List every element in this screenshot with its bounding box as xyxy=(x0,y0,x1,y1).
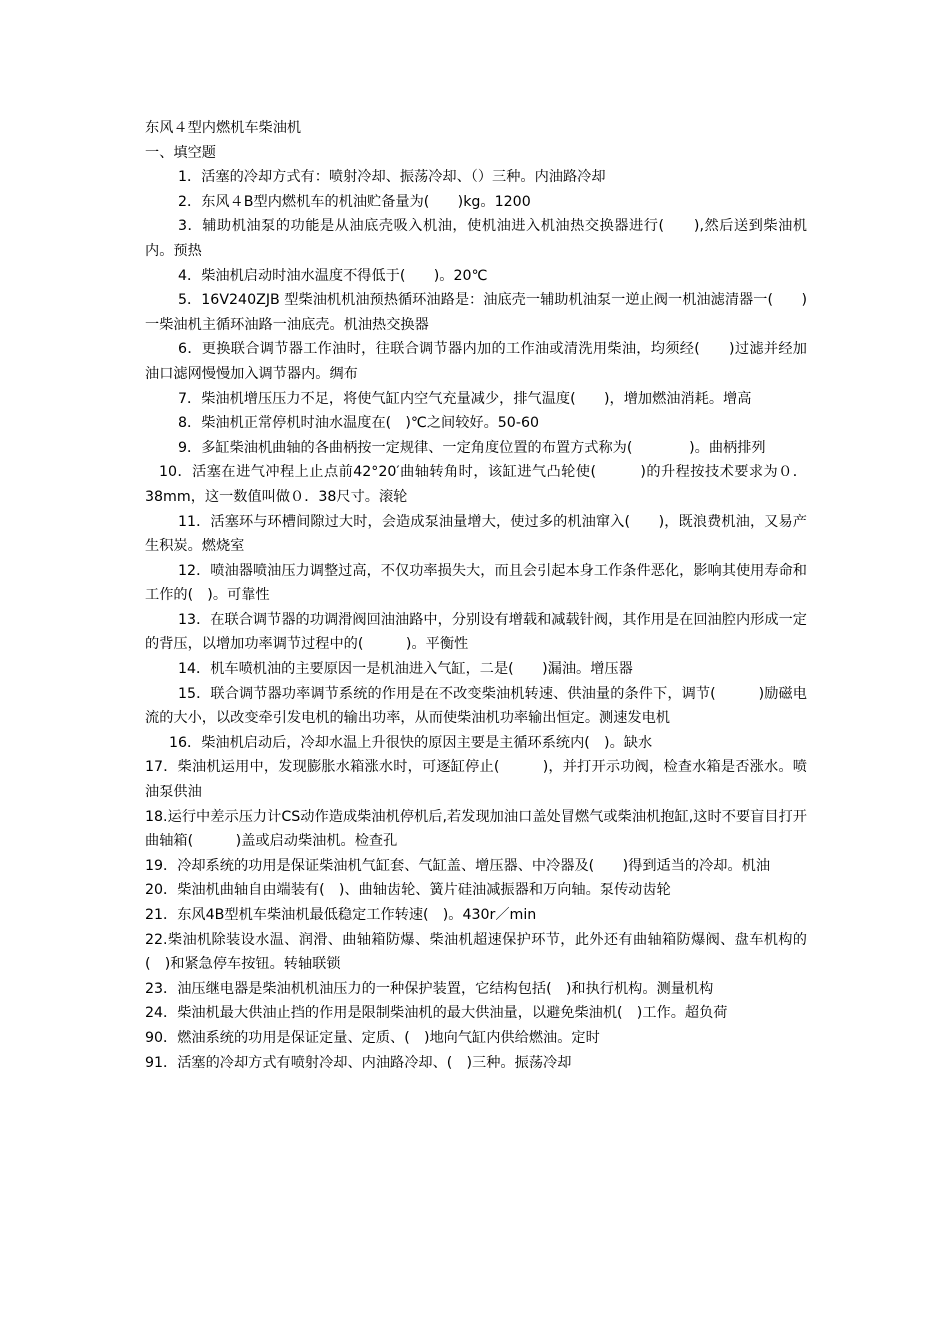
question-item: 24．柴油机最大供油止挡的作用是限制柴油机的最大供油量，以避免柴油机( )工作。超负荷 xyxy=(145,1005,728,1022)
question-item: 14．机车喷机油的主要原因一是机油进入气缸，二是( )漏油。增压器 xyxy=(178,661,633,678)
document-body xyxy=(145,116,807,1075)
question-item: 9．多缸柴油机曲轴的各曲柄按一定规律、一定角度位置的布置方式称为( )。曲柄排列 xyxy=(178,439,766,456)
question-item: 16．柴油机启动后，冷却水温上升很快的原因主要是主循环系统内( )。缺水 xyxy=(169,734,653,751)
question-item: 1．活塞的冷却方式有：喷射冷却、振荡冷却、（）三种。内油路冷却 xyxy=(178,169,606,186)
question-item: 2．东风４B型内燃机车的机油贮备量为( )kg。1200 xyxy=(178,193,531,210)
question-item: 18.运行中差示压力计CS动作造成柴油机停机后,若发现加油口盖处冒燃气或柴油机抱缸,这时不要盲目打开曲轴箱( )盖或启动柴油机。检查孔 xyxy=(145,808,807,850)
question-item: 7．柴油机增压压力不足，将使气缸内空气充量减少，排气温度( )，增加燃油消耗。增高 xyxy=(178,390,752,407)
question-item: 11．活塞环与环槽间隙过大时，会造成泵油量增大，使过多的机油窜入( )，既浪费机油，又易产生积炭。燃烧室 xyxy=(145,513,807,555)
question-item: 13．在联合调节器的功调滑阀回油油路中，分别设有增载和减载针阀，其作用是在回油腔内形成一定的背压，以增加功率调节过程中的( )。平衡性 xyxy=(145,611,807,653)
question-list xyxy=(145,165,807,1075)
question-item: 10．活塞在进气冲程上止点前42°20′曲轴转角时，该缸进气凸轮使( )的升程按技术要求为０．38mm，这一数值叫做０．38尺寸。滚轮 xyxy=(145,464,807,505)
question-item: 22.柴油机除装设水温、润滑、曲轴箱防爆、柴油机超速保护环节，此外还有曲轴箱防爆阀、盘车机构的( )和紧急停车按钮。转轴联锁 xyxy=(145,931,807,973)
question-item: 19．冷却系统的功用是保证柴油机气缸套、气缸盖、增压器、中冷器及( )得到适当的冷却。机油 xyxy=(145,857,771,874)
question-item: 5．16V240ZJB 型柴油机机油预热循环油路是：油底壳一辅助机油泵一逆止阀一机油滤清器一( )一柴油机主循环油路一油底壳。机油热交换器 xyxy=(145,292,807,333)
question-item: 91．活塞的冷却方式有喷射冷却、内油路冷却、( )三种。振荡冷却 xyxy=(145,1054,572,1071)
document-title: 东风４型内燃机车柴油机 xyxy=(145,120,302,136)
question-item: 12．喷油器喷油压力调整过高，不仅功率损失大，而且会引起本身工作条件恶化，影响其使用寿命和工作的( )。可靠性 xyxy=(145,562,807,604)
section-heading: 一、填空题 xyxy=(145,144,216,161)
question-item: 3．辅助机油泵的功能是从油底壳吸入机油，使机油进入机油热交换器进行( ),然后送到柴油机内。预热 xyxy=(145,218,807,259)
question-item: 23．油压继电器是柴油机机油压力的一种保护装置，它结构包括( )和执行机构。测量机构 xyxy=(145,980,714,997)
question-item: 6．更换联合调节器工作油时，往联合调节器内加的工作油或清洗用柴油，均须经( )过滤并经加油口滤网慢慢加入调节器内。绸布 xyxy=(145,341,807,382)
question-item: 21．东风4B型机车柴油机最低稳定工作转速( )。430r／min xyxy=(145,907,537,923)
question-item: 20．柴油机曲轴自由端装有( )、曲轴齿轮、簧片硅油减振器和万向轴。泵传动齿轮 xyxy=(145,882,671,899)
question-item: 15．联合调节器功率调节系统的作用是在不改变柴油机转速、供油量的条件下，调节( )励磁电流的大小，以改变牵引发电机的输出功率，从而使柴油机功率输出恒定。测速发电机 xyxy=(145,685,807,727)
question-item: 8．柴油机正常停机时油水温度在( )℃之间较好。50-60 xyxy=(178,415,540,432)
question-item: 4．柴油机启动时油水温度不得低于( )。20℃ xyxy=(178,267,488,284)
question-item: 90．燃油系统的功用是保证定量、定质、( )地向气缸内供给燃油。定时 xyxy=(145,1029,600,1046)
question-item: 17．柴油机运用中，发现膨胀水箱涨水时，可逐缸停止( )，并打开示功阀，检查水箱是否涨水。喷油泵供油 xyxy=(145,759,807,801)
